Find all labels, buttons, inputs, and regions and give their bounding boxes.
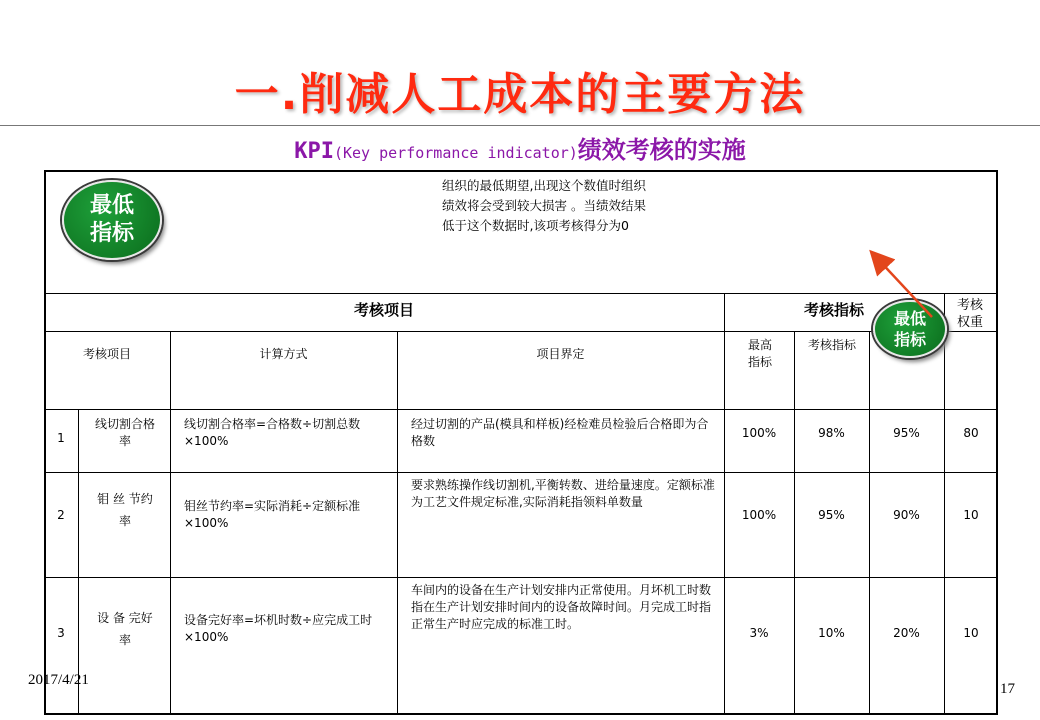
row3-target: 10%	[818, 626, 845, 640]
table-line	[78, 409, 79, 715]
row1-weight: 80	[963, 426, 979, 440]
badge-line2: 指标	[893, 330, 926, 349]
table-line	[397, 331, 398, 715]
description-line: 低于这个数据时,该项考核得分为0	[442, 218, 629, 233]
row1-method: 线切割合格率=合格数÷切割总数×100%	[184, 417, 361, 448]
row2-target: 95%	[818, 508, 845, 522]
table-line	[44, 331, 998, 332]
subtitle-cn: 绩效考核的实施	[577, 136, 746, 164]
group-header-item: 考核项目	[353, 301, 414, 319]
row1-target: 98%	[818, 426, 845, 440]
page-number: 17	[1000, 681, 1015, 697]
row2-item: 钼 丝 节约率	[97, 492, 153, 528]
row3-highest: 3%	[749, 626, 769, 640]
row3-lowest: 20%	[893, 626, 920, 640]
col-header-weight-text: 考核权重	[956, 298, 983, 330]
badge-line1: 最低	[893, 309, 926, 328]
pointer-arrow-icon	[860, 245, 950, 325]
row3-no: 3	[57, 626, 65, 640]
row3-method: 设备完好率=坏机时数÷应完成工时×100%	[184, 613, 373, 644]
row3-weight: 10	[963, 626, 979, 640]
subtitle-kpi: KPI	[294, 139, 334, 164]
table-line	[44, 293, 998, 294]
row2-lowest: 90%	[893, 508, 920, 522]
col-header-weight	[955, 297, 985, 331]
row1-item: 线切割合格率	[94, 417, 155, 448]
row1-no: 1	[57, 431, 65, 445]
subtitle-paren: (Key performance indicator)	[333, 144, 578, 162]
row1-highest: 100%	[741, 426, 777, 440]
row1-lowest: 95%	[893, 426, 920, 440]
slide-title: 一.削减人工成本的主要方法	[234, 69, 806, 120]
row2-method: 钼丝节约率=实际消耗÷定额标准×100%	[184, 499, 361, 530]
description-line: 绩效将会受到较大损害 。当绩效结果	[442, 198, 646, 213]
table-line	[724, 293, 725, 715]
slide-date: 2017/4/21	[28, 672, 89, 688]
group-header-index: 考核指标	[803, 301, 864, 319]
table-line	[44, 577, 998, 578]
row2-weight: 10	[963, 508, 979, 522]
col-header-target: 考核指标	[807, 338, 856, 352]
lowest-index-description	[442, 176, 646, 236]
row1-definition: 经过切割的产品(模具和样板)经检难员检验后合格即为合格数	[411, 417, 709, 448]
col-header-method: 计算方式	[259, 347, 308, 361]
badge-line2: 指标	[89, 221, 134, 246]
row3-definition: 车间内的设备在生产计划安排内正常使用。月坏机工时数指在生产计划安排时间内的设备故障时间。月完成工时指正常生产时应完成的标准工时。	[411, 583, 712, 631]
slide-subtitle	[0, 130, 1040, 165]
row2-definition: 要求熟练操作线切割机,平衡转数、进给量速度。定额标准为工艺文件规定标准,实际消耗指领料单数量	[411, 478, 715, 509]
badge-line1: 最低	[89, 193, 134, 218]
col-header-definition: 项目界定	[536, 347, 585, 361]
row2-highest: 100%	[741, 508, 777, 522]
table-line	[170, 331, 171, 715]
col-header-item: 考核项目	[82, 347, 131, 361]
lowest-index-badge	[62, 180, 162, 260]
title-divider	[0, 125, 1040, 126]
table-line	[44, 472, 998, 473]
table-line	[944, 293, 945, 715]
row3-item: 设 备 完好率	[97, 611, 153, 647]
row2-no: 2	[57, 508, 65, 522]
col-header-highest: 最高指标	[747, 338, 772, 369]
table-line	[44, 409, 998, 410]
description-line: 组织的最低期望,出现这个数值时组织	[442, 178, 646, 193]
